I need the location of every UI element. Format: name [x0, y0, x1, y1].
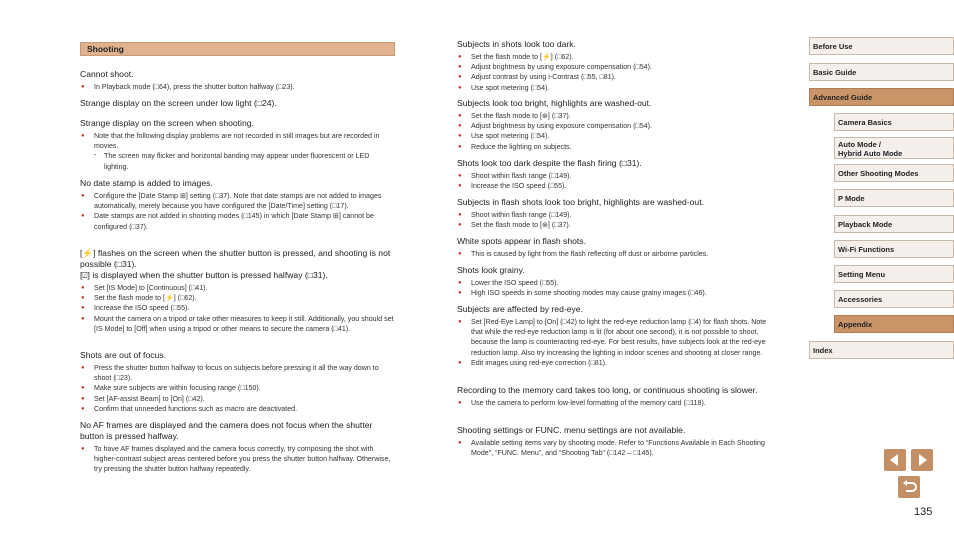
troubleshoot-block: [457, 385, 772, 408]
solution-item: ● Date stamps are not added in shooting modes (□145) in which [Date Stamp ⊞] cannot be configured (□37).: [80, 211, 395, 231]
issue-heading: Subjects in flash shots look too bright, highlights are washed-out.: [457, 197, 704, 207]
solution-item: ● Configure the [Date Stamp ⊞] setting (□37). Note that date stamps are not added to images automatically, merely because you have configured the [Date/Time] setting (□17).: [80, 191, 395, 211]
solution-item: ● Mount the camera on a tripod or take other measures to keep it still. Additionally, you should set [IS Mode] to [Off] when using a tripod or other means to secure the camera (□41).: [80, 314, 395, 334]
solution-item: ● Adjust brightness by using exposure compensation (□54).: [457, 62, 772, 72]
issue-heading: Shots are out of focus.: [80, 350, 166, 360]
arrow-left-icon: [884, 449, 906, 471]
troubleshoot-block: [80, 69, 395, 92]
solution-item: ● High ISO speeds in some shooting modes may cause grainy images (□46).: [457, 288, 772, 298]
solution-item: ● Shoot within flash range (□149).: [457, 210, 772, 220]
solution-list: [80, 283, 395, 334]
solution-list: [457, 438, 772, 458]
solution-list: [457, 278, 772, 298]
issue-heading: Subjects look too bright, highlights are washed-out.: [457, 98, 652, 108]
troubleshoot-block: [457, 39, 772, 93]
solution-list: [80, 191, 395, 232]
arrow-right-icon: [911, 449, 933, 471]
solution-item: ● Adjust brightness by using exposure compensation (□54).: [457, 121, 772, 131]
section-title: Shooting: [87, 44, 124, 54]
nav-item[interactable]: Accessories: [834, 290, 954, 308]
nav-item[interactable]: Setting Menu: [834, 265, 954, 283]
issue-heading: Strange display on the screen under low light (□24).: [80, 98, 277, 108]
troubleshoot-block: [457, 98, 772, 152]
issue-heading: [⍁] is displayed when the shutter button is pressed halfway (□31).: [80, 270, 328, 280]
page-number: 135: [914, 506, 933, 518]
solution-item: ● Set [IS Mode] to [Continuous] (□41).: [80, 283, 395, 293]
troubleshoot-block: [80, 118, 395, 172]
solution-item: ● Increase the ISO speed (□55).: [80, 303, 395, 313]
nav-item[interactable]: Advanced Guide: [809, 88, 954, 106]
troubleshoot-block: [457, 265, 772, 298]
solution-item: ● Adjust contrast by using i-Contrast (□55, □81).: [457, 72, 772, 82]
solution-list: [457, 210, 772, 230]
solution-item: ● Set the flash mode to [⚡] (□62).: [80, 293, 395, 303]
solution-list: [80, 82, 395, 92]
solution-item: ● Set the flash mode to [⚡] (□62).: [457, 52, 772, 62]
prev-page-button[interactable]: [884, 449, 906, 471]
next-page-button[interactable]: [911, 449, 933, 471]
nav-item[interactable]: Other Shooting Modes: [834, 164, 954, 182]
solution-item: ● Press the shutter button halfway to focus on subjects before pressing it all the way down to shoot (□23).: [80, 363, 395, 383]
issue-heading: White spots appear in flash shots.: [457, 236, 586, 246]
solution-list: [80, 131, 395, 172]
solution-item: ● Set [Red-Eye Lamp] to [On] (□42) to light the red-eye reduction lamp (□4) for flash shots. Note that while the red-eye reduction lamp is lit (for about one second), it is not possible to shoot, because the lamp is counteracting red-eye. For best results, have subjects look at the red-eye reduction lamp. Also try increasing the lighting in indoor scenes and shooting at closer range.: [457, 317, 772, 358]
issue-heading: No date stamp is added to images.: [80, 178, 213, 188]
solution-list: [457, 52, 772, 93]
issue-heading: Subjects in shots look too dark.: [457, 39, 576, 49]
solution-item: ● In Playback mode (□64), press the shutter button halfway (□23).: [80, 82, 395, 92]
nav-item[interactable]: Before Use: [809, 37, 954, 55]
solution-item: ● To have AF frames displayed and the camera focus correctly, try composing the shot with higher-contrast subject areas centered before you press the shutter button halfway. Otherwise, try pressing the shutter button halfway repeatedly.: [80, 444, 395, 475]
solution-item: ● Reduce the lighting on subjects.: [457, 142, 772, 152]
nav-item[interactable]: Auto Mode / Hybrid Auto Mode: [834, 137, 954, 159]
nav-item[interactable]: Basic Guide: [809, 63, 954, 81]
issue-heading: Strange display on the screen when shooting.: [80, 118, 254, 128]
troubleshoot-block: [80, 178, 395, 232]
issue-heading: Shots look grainy.: [457, 265, 525, 275]
solution-item: ● Use the camera to perform low-level formatting of the memory card (□118).: [457, 398, 772, 408]
return-icon: [898, 476, 920, 498]
issue-heading: Cannot shoot.: [80, 69, 134, 79]
solution-item: ● Use spot metering (□54).: [457, 83, 772, 93]
return-button[interactable]: [898, 476, 920, 498]
nav-item[interactable]: Wi-Fi Functions: [834, 240, 954, 258]
troubleshoot-block: [457, 304, 772, 368]
nav-item[interactable]: P Mode: [834, 189, 954, 207]
solution-item: ● Shoot within flash range (□149).: [457, 171, 772, 181]
solution-item: ● Lower the ISO speed (□55).: [457, 278, 772, 288]
nav-item[interactable]: Index: [809, 341, 954, 359]
troubleshoot-block: [457, 197, 772, 230]
solution-list: [80, 363, 395, 414]
troubleshoot-block: [80, 420, 395, 475]
section-bar: [80, 42, 395, 56]
troubleshoot-block: [457, 425, 772, 458]
solution-item: ● Make sure subjects are within focusing range (□150).: [80, 383, 395, 393]
solution-item: ● Set the flash mode to [⊛] (□37).: [457, 111, 772, 121]
nav-item[interactable]: Playback Mode: [834, 215, 954, 233]
solution-list: [457, 398, 772, 408]
issue-heading: Recording to the memory card takes too long, or continuous shooting is slower.: [457, 385, 758, 395]
issue-heading: Shots look too dark despite the flash firing (□31).: [457, 158, 642, 168]
solution-list: [80, 444, 395, 475]
solution-item: ● Edit images using red-eye correction (□81).: [457, 358, 772, 368]
nav-item[interactable]: Appendix: [834, 315, 954, 333]
solution-list: [457, 317, 772, 368]
solution-subitem: - The screen may flicker and horizontal banding may appear under fluorescent or LED lighting.: [80, 151, 395, 171]
solution-item: ● Set [AF-assist Beam] to [On] (□42).: [80, 394, 395, 404]
troubleshoot-block: [80, 248, 395, 334]
solution-item: ● Use spot metering (□54).: [457, 131, 772, 141]
solution-item: ● Note that the following display problems are not recorded in still images but are recorded in movies.: [80, 131, 395, 151]
solution-list: [457, 171, 772, 191]
issue-heading: Shooting settings or FUNC. menu settings are not available.: [457, 425, 686, 435]
troubleshoot-block: [457, 236, 772, 259]
solution-item: ● Increase the ISO speed (□55).: [457, 181, 772, 191]
solution-item: ● This is caused by light from the flash reflecting off dust or airborne particles.: [457, 249, 772, 259]
solution-list: [457, 111, 772, 152]
troubleshoot-block: [80, 350, 395, 414]
solution-item: ● Available setting items vary by shooting mode. Refer to “Functions Available in Each Shooting Mode”, “FUNC. Menu”, and “Shooting Tab” (□142 – □145).: [457, 438, 772, 458]
issue-heading: No AF frames are displayed and the camera does not focus when the shutter button is pressed halfway.: [80, 420, 373, 441]
issue-heading: Subjects are affected by red-eye.: [457, 304, 583, 314]
solution-list: [457, 249, 772, 259]
solution-item: ● Confirm that unneeded functions such as macro are deactivated.: [80, 404, 395, 414]
nav-item[interactable]: Camera Basics: [834, 113, 954, 131]
issue-heading: [⚡] flashes on the screen when the shutter button is pressed, and shooting is not possible (□31).: [80, 248, 391, 269]
solution-item: ● Set the flash mode to [⊛] (□37).: [457, 220, 772, 230]
troubleshoot-block: [80, 98, 395, 111]
troubleshoot-block: [457, 158, 772, 191]
